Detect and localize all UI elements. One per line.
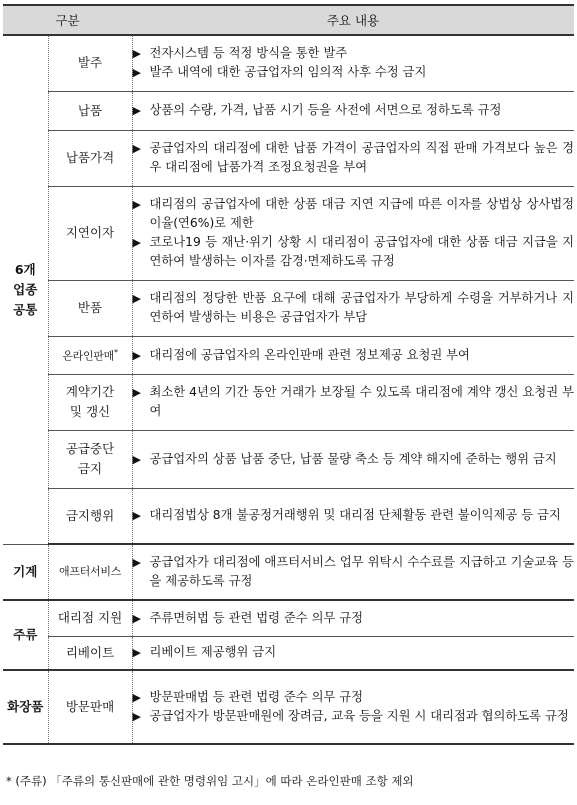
- row-content-stop: [132, 430, 574, 488]
- triangle-bullet-icon: ▶: [132, 710, 141, 723]
- row-content-return: [132, 280, 574, 336]
- triangle-bullet-icon: ▶: [132, 646, 141, 660]
- table-row: [3, 186, 574, 280]
- group-cosmetics: 화장품: [3, 670, 48, 744]
- list-item: ▶ 공급업자가 방문판매원에 장려금, 교육 등을 지원 시 대리점과 협의하도록 규정: [133, 707, 575, 726]
- list-item: ▶ 대리점법상 8개 불공정거래행위 및 대리점 단체활동 관련 불이익제공 등 금지: [133, 506, 575, 525]
- triangle-bullet-icon: ▶: [132, 47, 141, 61]
- table-row: [3, 488, 574, 544]
- list-item: ▶ 최소한 4년의 기간 동안 거래가 보장될 수 있도록 대리점에 계약 갱신 요청권 부여: [132, 385, 574, 418]
- list-item: ▶ 주류면허법 등 관련 법령 준수 의무 규정: [133, 609, 575, 628]
- list-item: ▶ 공급업자의 상품 납품 중단, 납품 물량 축소 등 계약 해지에 준하는 행위 금지: [133, 450, 575, 469]
- table-row: [3, 336, 574, 374]
- row-content-price: [132, 130, 574, 186]
- group-machinery: 기계: [3, 544, 48, 600]
- row-label-order: 발주: [48, 35, 132, 91]
- row-label-rebate: 리베이트: [48, 636, 132, 670]
- row-content-delivery: [132, 91, 574, 130]
- list-item: ▶ 리베이트 제공행위 금지: [133, 643, 575, 662]
- triangle-bullet-icon: ▶: [132, 292, 141, 305]
- triangle-bullet-icon: ▶: [132, 452, 141, 466]
- triangle-bullet-icon: ▶: [132, 348, 141, 362]
- row-label-prohibited: 금지행위: [48, 488, 132, 544]
- policy-table: [3, 4, 574, 745]
- footnote-mark: *: [113, 348, 118, 358]
- list-item: ▶ 발주 내역에 대한 공급업자의 임의적 사후 수정 금지: [133, 63, 575, 82]
- row-label-return: 반품: [48, 280, 132, 336]
- list-item: ▶ 대리점에 공급업자의 온라인판매 관련 정보제공 요청권 부여: [133, 346, 575, 365]
- row-content-contract: [132, 374, 574, 430]
- row-content-service: [132, 544, 574, 600]
- group-common: 6개 업종 공통: [3, 35, 48, 544]
- triangle-bullet-icon: ▶: [132, 556, 141, 569]
- row-label-online: 온라인판매*: [48, 336, 132, 374]
- row-label-contract: 계약기간 및 갱신: [48, 374, 132, 430]
- row-label-service: 애프터서비스: [48, 544, 132, 600]
- table-row: [3, 670, 574, 744]
- row-content-interest: [132, 186, 574, 280]
- list-item: ▶ 방문판매법 등 관련 법령 준수 의무 규정: [133, 688, 575, 707]
- list-item: ▶ 상품의 수량, 가격, 납품 시기 등을 사전에 서면으로 정하도록 규정: [133, 101, 575, 120]
- row-label-delivery: 납품: [48, 91, 132, 130]
- row-content-prohibited: [132, 488, 574, 544]
- row-content-visit: [132, 670, 574, 744]
- triangle-bullet-icon: ▶: [132, 236, 141, 249]
- header-category: 구분: [3, 5, 132, 35]
- row-label-support: 대리점 지원: [48, 600, 132, 636]
- row-label-stop: 공급중단 금지: [48, 430, 132, 488]
- triangle-bullet-icon: ▶: [132, 142, 141, 155]
- triangle-bullet-icon: ▶: [132, 691, 141, 704]
- table-header: [3, 5, 574, 35]
- footnote: * (주류) 「주류의 통신판매에 관한 명령위임 고시」에 따라 온라인판매 조항 제외: [6, 774, 414, 788]
- table-row: [3, 280, 574, 336]
- list-item: ▶ 코로나19 등 재난·위기 상황 시 대리점이 공급업자에 대한 상품 대금 지급을 지연하여 발생하는 이자를 감경·면제하도록 규정: [132, 235, 574, 268]
- group-liquor: 주류: [3, 600, 48, 670]
- table-row: [3, 544, 574, 600]
- table-row: [3, 91, 574, 130]
- row-content-order: [132, 35, 574, 91]
- list-item: ▶ 대리점의 공급업자에 대한 상품 대금 지연 지급에 따른 이자를 상법상 상사법정이율(연6%)로 제한: [132, 197, 574, 230]
- list-item: ▶ 전자시스템 등 적정 방식을 통한 발주: [133, 44, 575, 63]
- row-content-rebate: [132, 636, 574, 670]
- table-row: [3, 35, 574, 91]
- table-row: [3, 374, 574, 430]
- list-item: ▶ 대리점의 정당한 반품 요구에 대해 공급업자가 부당하게 수령을 거부하거나 지연하여 발생하는 비용은 공급업자가 부담: [132, 291, 574, 324]
- triangle-bullet-icon: ▶: [132, 509, 141, 523]
- triangle-bullet-icon: ▶: [132, 611, 141, 625]
- row-label-price: 납품가격: [48, 130, 132, 186]
- row-content-online: [132, 336, 574, 374]
- table-row: [3, 636, 574, 670]
- list-item: ▶ 공급업자의 대리점에 대한 납품 가격이 공급업자의 직접 판매 가격보다 높은 경우 대리점에 납품가격 조정요청권을 부여: [132, 141, 574, 174]
- triangle-bullet-icon: ▶: [132, 104, 141, 117]
- list-item: ▶ 공급업자가 대리점에 애프터서비스 업무 위탁시 수수료를 지급하고 기술교육 등을 제공하도록 규정: [132, 555, 574, 588]
- row-label-visit: 방문판매: [48, 670, 132, 744]
- row-content-support: [132, 600, 574, 636]
- table-row: [3, 600, 574, 636]
- row-label-interest: 지연이자: [48, 186, 132, 280]
- table-row: [3, 130, 574, 186]
- triangle-bullet-icon: ▶: [132, 386, 141, 399]
- table-row: [3, 430, 574, 488]
- triangle-bullet-icon: ▶: [132, 198, 141, 211]
- triangle-bullet-icon: ▶: [132, 66, 141, 80]
- header-content: 주요 내용: [132, 5, 574, 35]
